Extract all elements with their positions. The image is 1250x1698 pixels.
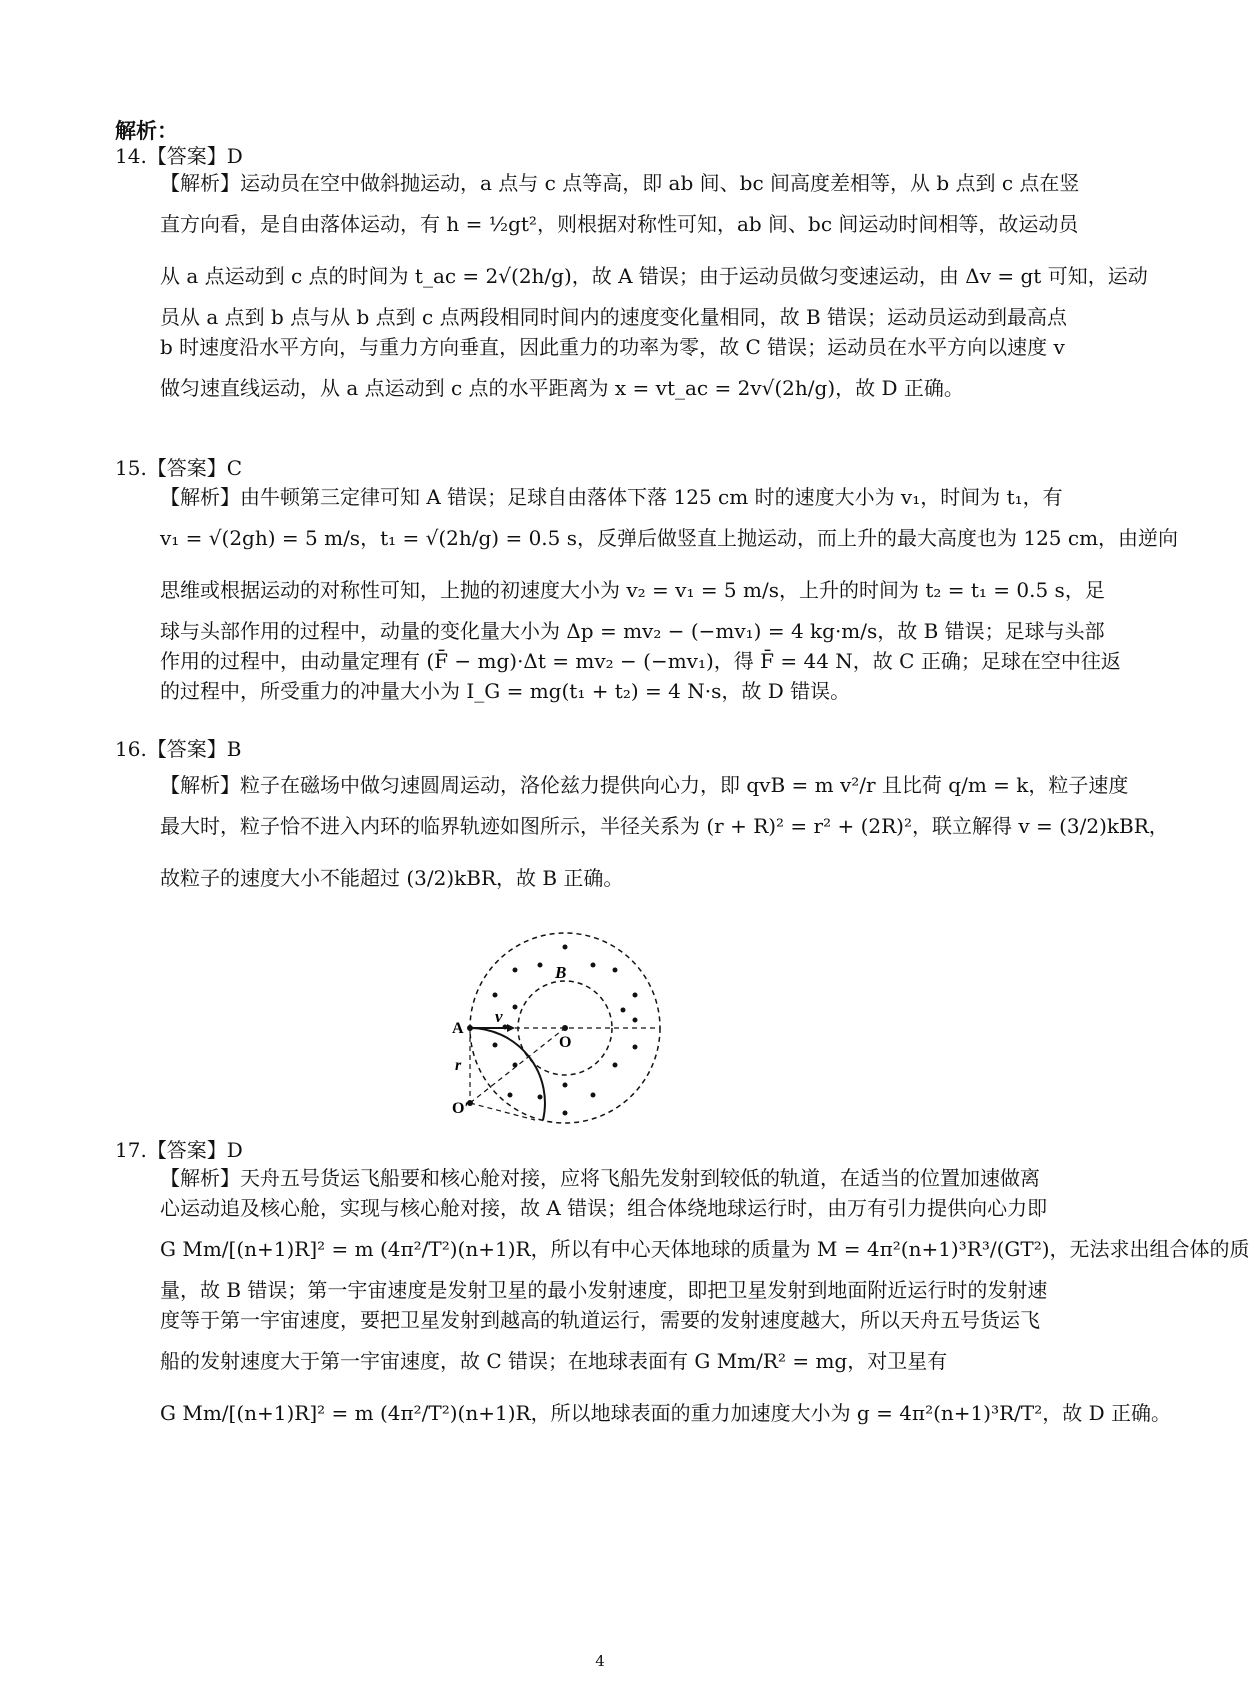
text-line: 船的发射速度大于第一宇宙速度，故 C 错误；在地球表面有 G Mm/R² = mg，对卫星有	[160, 1349, 948, 1373]
text-line: 作用的过程中，由动量定理有 (F̄ − mg)·Δt = mv₂ − (−mv₁)，得 F̄ = 44 N，故 C 正确；足球在空中往返	[160, 649, 1121, 673]
item-14-explanation	[160, 168, 1148, 414]
text-line: v₁ = √(2gh) = 5 m/s，t₁ = √(2h/g) = 0.5 s，反弹后做竖直上抛运动，而上升的最大高度也为 125 cm，由逆向	[160, 526, 1179, 550]
connector-line	[470, 1103, 535, 1120]
item-number: 15.	[115, 456, 147, 480]
text-line: 【解析】运动员在空中做斜抛运动，a 点与 c 点等高，即 ab 间、bc 间高度差相等，从 b 点到 c 点在竖	[160, 171, 1080, 195]
item-15-explanation	[160, 482, 1179, 706]
text-line: 故粒子的速度大小不能超过 (3/2)kBR，故 B 正确。	[160, 866, 624, 890]
answer-label: 【答案】D	[146, 144, 243, 168]
text-line: 员从 a 点到 b 点与从 b 点到 c 点两段相同时间内的速度变化量相同，故 B 错误；运动员运动到最高点	[160, 305, 1068, 329]
item-17-explanation	[160, 1163, 1250, 1439]
item-16-explanation	[160, 770, 1169, 904]
text-line: 量，故 B 错误；第一宇宙速度是发射卫星的最小发射速度，即把卫星发射到地面附近运行时的发射速	[160, 1278, 1048, 1302]
text-line: 的过程中，所受重力的冲量大小为 I_G = mg(t₁ + t₂) = 4 N·s，故 D 错误。	[160, 679, 851, 703]
text-line: 球与头部作用的过程中，动量的变化量大小为 Δp = mv₂ − (−mv₁) = 4 kg·m/s，故 B 错误；足球与头部	[160, 619, 1105, 643]
page-number: 4	[595, 1652, 605, 1670]
point-a	[467, 1025, 473, 1031]
velocity-arrowhead	[507, 1024, 515, 1032]
point-a-label: A	[452, 1020, 464, 1037]
item-17-header	[115, 1134, 243, 1163]
item-number: 16.	[115, 737, 147, 761]
text-line: 【解析】天舟五号货运飞船要和核心舱对接，应将飞船先发射到较低的轨道，在适当的位置加速做离	[160, 1166, 1040, 1190]
point-o	[562, 1025, 568, 1031]
answer-label: 【答案】C	[146, 456, 243, 480]
text-line: 心运动追及核心舱，实现与核心舱对接，故 A 错误；组合体绕地球运行时，由万有引力提供向心力即	[160, 1196, 1048, 1220]
velocity-label: v	[495, 1007, 503, 1026]
item-14-header	[115, 140, 243, 169]
text-line: 思维或根据运动的对称性可知，上抛的初速度大小为 v₂ = v₁ = 5 m/s，上升的时间为 t₂ = t₁ = 0.5 s，足	[160, 578, 1105, 602]
radius-label: r	[455, 1057, 462, 1074]
point-o-prime-label: O′	[452, 1100, 469, 1117]
text-line: 做匀速直线运动，从 a 点运动到 c 点的水平距离为 x = vt_ac = 2v√(2h/g)，故 D 正确。	[160, 376, 964, 400]
field-label: B	[555, 963, 567, 982]
text-line: 度等于第一宇宙速度，要把卫星发射到越高的轨道运行，需要的发射速度越大，所以天舟五号货运飞	[160, 1308, 1040, 1332]
text-line: 从 a 点运动到 c 点的时间为 t_ac = 2√(2h/g)，故 A 错误；由于运动员做匀变速运动，由 Δv = gt 可知，运动	[160, 264, 1148, 288]
text-line: 【解析】由牛顿第三定律可知 A 错误；足球自由落体下落 125 cm 时的速度大小为 v₁，时间为 t₁，有	[160, 485, 1063, 509]
text-line: 最大时，粒子恰不进入内环的临界轨迹如图所示，半径关系为 (r + R)² = r² + (2R)²，联立解得 v = (3/2)kBR，	[160, 814, 1169, 838]
item-16-header	[115, 733, 242, 762]
item-number: 17.	[115, 1138, 147, 1162]
text-line: 【解析】粒子在磁场中做匀速圆周运动，洛伦兹力提供向心力，即 qvB = m v²/r 且比荷 q/m = k，粒子速度	[160, 773, 1129, 797]
connector-line	[470, 1028, 565, 1103]
text-line: G Mm/[(n+1)R]² = m (4π²/T²)(n+1)R，所以地球表面的重力加速度大小为 g = 4π²(n+1)³R/T²，故 D 正确。	[160, 1401, 1171, 1425]
answer-label: 【答案】D	[146, 1138, 243, 1162]
text-line: G Mm/[(n+1)R]² = m (4π²/T²)(n+1)R，所以有中心天体地球的质量为 M = 4π²(n+1)³R³/(GT²)，无法求出组合体的质	[160, 1237, 1250, 1261]
text-line: 直方向看，是自由落体运动，有 h = ½gt²，则根据对称性可知，ab 间、bc 间运动时间相等，故运动员	[160, 212, 1079, 236]
text-line: b 时速度沿水平方向，与重力方向垂直，因此重力的功率为零，故 C 错误；运动员在水平方向以速度 v	[160, 335, 1065, 359]
item-number: 14.	[115, 144, 147, 168]
section-heading: 解析：	[115, 118, 178, 143]
point-o-label: O	[559, 1034, 572, 1051]
magnetic-field-diagram	[452, 935, 725, 1125]
answer-label: 【答案】B	[146, 737, 242, 761]
item-15-header	[115, 452, 242, 481]
